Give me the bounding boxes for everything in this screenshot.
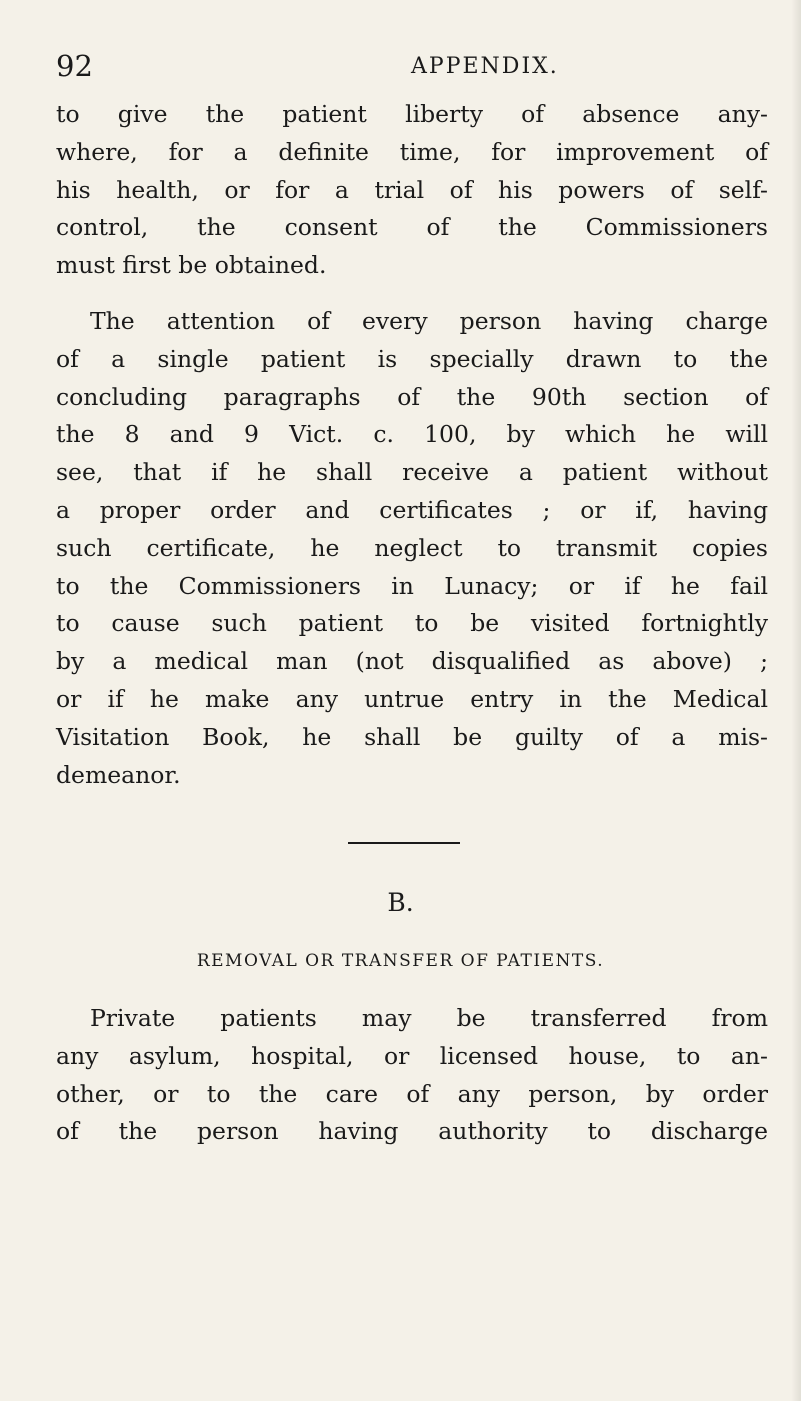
- paragraph-1: [56, 96, 768, 285]
- text-line: of the person having authority to discharge: [56, 1117, 768, 1146]
- text-line: of a single patient is specially drawn to the: [56, 344, 768, 373]
- text-line: any asylum, hospital, or licensed house, to an-: [56, 1041, 768, 1070]
- text-line: to cause such patient to be visited fortnightly: [56, 609, 768, 638]
- text-line: must first be obtained.: [56, 251, 327, 280]
- section-letter: B.: [387, 888, 414, 917]
- text-line: by a medical man (not disqualified as above) ;: [56, 647, 768, 676]
- section-divider-rule: [348, 842, 460, 844]
- paragraph-3: [56, 1000, 768, 1151]
- text-line: such certificate, he neglect to transmit copies: [56, 533, 768, 562]
- page-edge-shadow: [791, 0, 801, 1401]
- page-number: 92: [56, 49, 93, 83]
- section-heading: REMOVAL OR TRANSFER OF PATIENTS.: [196, 951, 605, 971]
- text-line: Private patients may be transferred from: [90, 1004, 768, 1032]
- text-line: control, the consent of the Commissioners: [56, 213, 768, 242]
- text-line: or if he make any untrue entry in the Medical: [56, 684, 768, 713]
- text-line: concluding paragraphs of the 90th section of: [56, 382, 768, 411]
- text-line: to give the patient liberty of absence any-: [56, 100, 768, 128]
- paragraph-2: [56, 303, 768, 794]
- text-line: Visitation Book, he shall be guilty of a mis-: [56, 722, 768, 751]
- text-line: to the Commissioners in Lunacy; or if he fail: [56, 571, 768, 600]
- text-line: the 8 and 9 Vict. c. 100, by which he will: [56, 420, 768, 449]
- running-head: [56, 46, 756, 86]
- text-line: where, for a definite time, for improvement of: [56, 137, 768, 166]
- text-line: a proper order and certificates ; or if, having: [56, 495, 768, 524]
- text-line: his health, or for a trial of his powers of self-: [56, 175, 768, 204]
- text-line: see, that if he shall receive a patient without: [56, 458, 768, 487]
- header-title: APPENDIX.: [411, 54, 559, 79]
- text-line: The attention of every person having charge: [90, 307, 768, 335]
- text-line: demeanor.: [56, 760, 181, 789]
- text-line: other, or to the care of any person, by order: [56, 1079, 768, 1108]
